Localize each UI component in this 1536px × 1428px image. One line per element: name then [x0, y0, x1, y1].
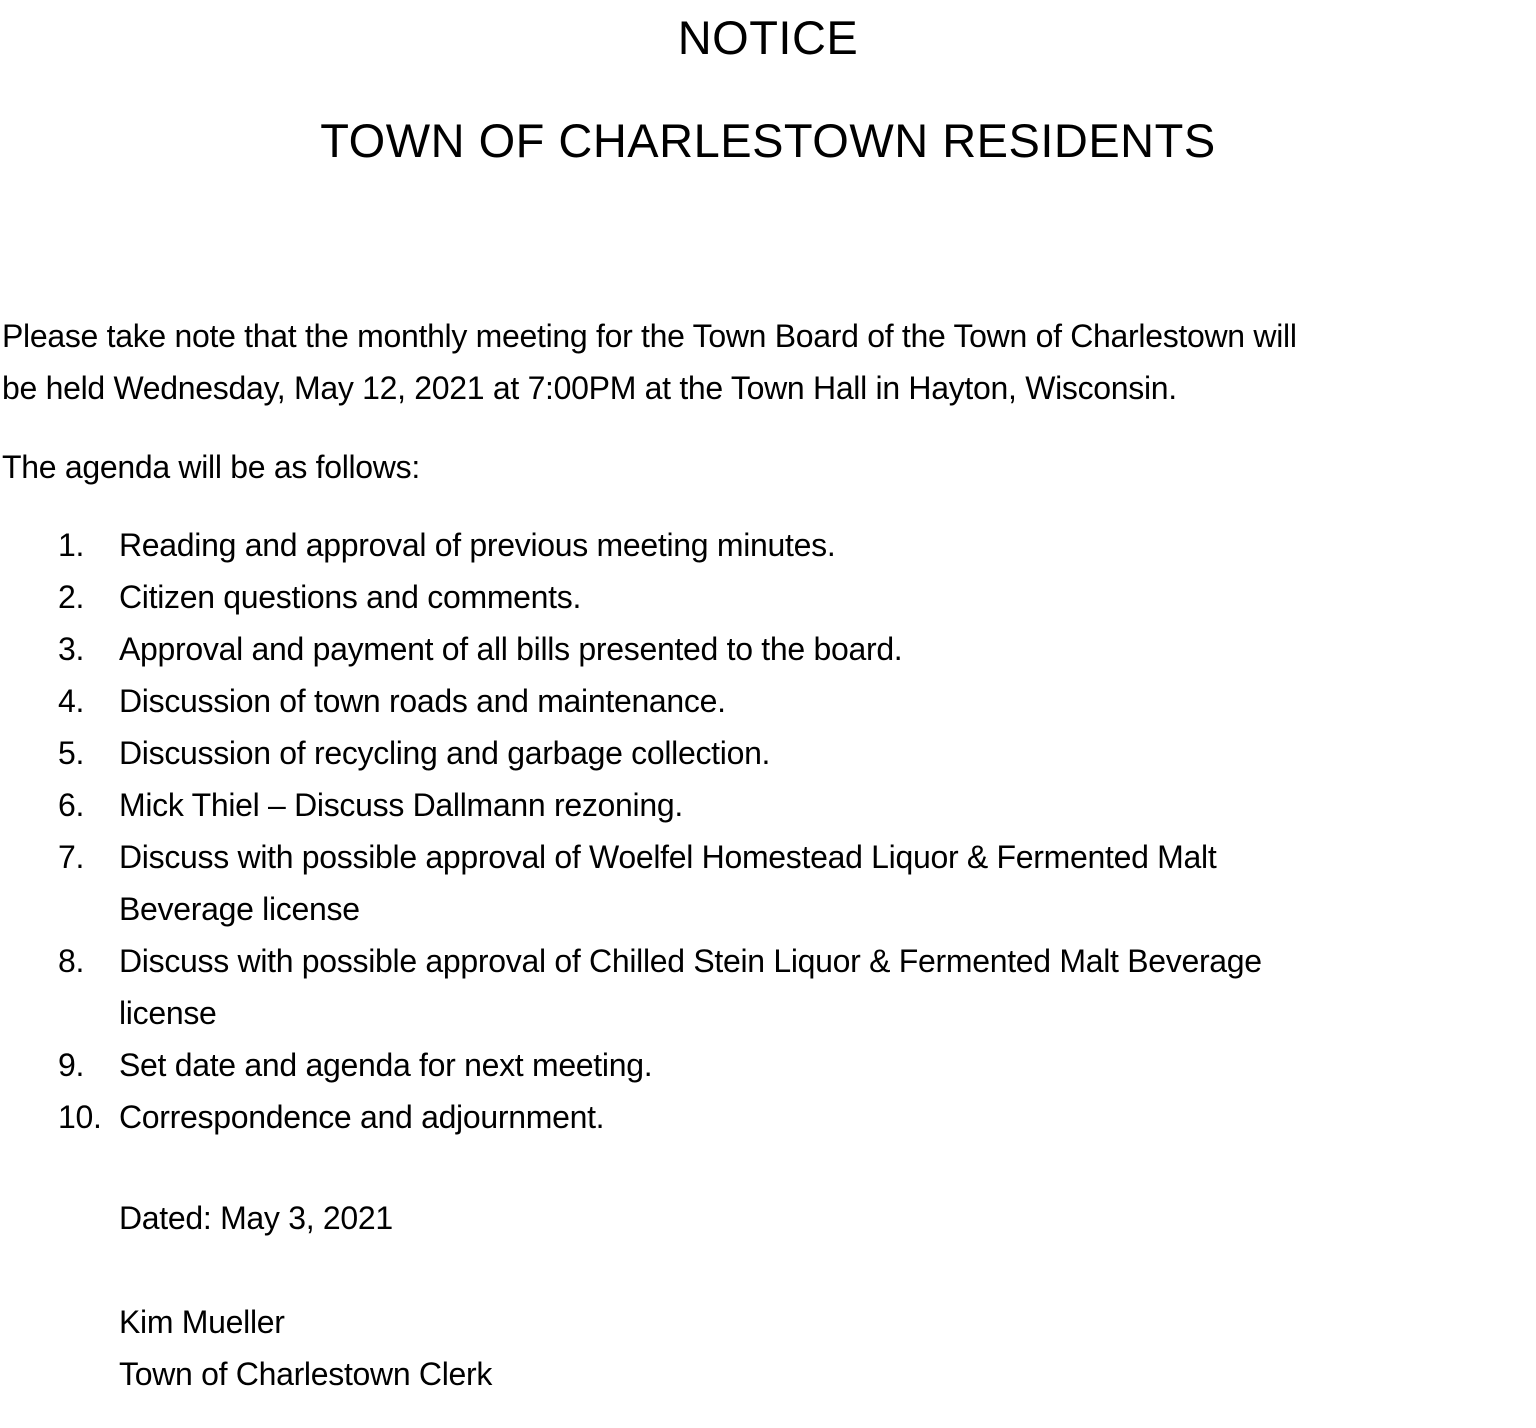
agenda-text: Discuss with possible approval of Chilled Stein Liquor & Fermented Malt Beverage [119, 943, 1262, 979]
agenda-text: Set date and agenda for next meeting. [119, 1047, 653, 1083]
agenda-number: 3. [58, 631, 85, 667]
intro-line-2: be held Wednesday, May 12, 2021 at 7:00PM at the Town Hall in Hayton, Wisconsin. [2, 370, 1177, 406]
notice-title: NOTICE [677, 11, 859, 64]
agenda-item-3 [0, 623, 1530, 675]
agenda-number: 10. [58, 1099, 102, 1135]
agenda-text: Approval and payment of all bills presented to the board. [119, 631, 903, 667]
agenda-item-1 [0, 519, 1530, 571]
agenda-text: Correspondence and adjournment. [119, 1099, 605, 1135]
agenda-list [0, 519, 1530, 1143]
agenda-number: 8. [58, 943, 85, 979]
signature-block [119, 1296, 492, 1400]
agenda-number: 4. [58, 683, 85, 719]
intro-paragraph [2, 310, 1532, 414]
agenda-number: 5. [58, 735, 85, 771]
notice-subtitle: TOWN OF CHARLESTOWN RESIDENTS [320, 114, 1216, 167]
signer-name: Kim Mueller [119, 1304, 285, 1340]
agenda-number: 9. [58, 1047, 85, 1083]
agenda-item-5 [0, 727, 1530, 779]
agenda-text-continued: license [119, 995, 217, 1031]
agenda-item-9 [0, 1039, 1530, 1091]
agenda-number: 7. [58, 839, 85, 875]
agenda-text: Reading and approval of previous meeting minutes. [119, 527, 836, 563]
agenda-text-continued: Beverage license [119, 891, 360, 927]
agenda-item-2 [0, 571, 1530, 623]
dated-line: Dated: May 3, 2021 [119, 1200, 393, 1236]
agenda-intro: The agenda will be as follows: [2, 449, 420, 485]
agenda-item-7 [0, 831, 1530, 935]
agenda-text: Citizen questions and comments. [119, 579, 582, 615]
agenda-text: Discuss with possible approval of Woelfel Homestead Liquor & Fermented Malt [119, 839, 1217, 875]
agenda-number: 6. [58, 787, 85, 823]
agenda-item-4 [0, 675, 1530, 727]
agenda-text: Mick Thiel – Discuss Dallmann rezoning. [119, 787, 683, 823]
signer-title: Town of Charlestown Clerk [119, 1356, 493, 1392]
agenda-text: Discussion of recycling and garbage collection. [119, 735, 771, 771]
agenda-number: 2. [58, 579, 85, 615]
agenda-number: 1. [58, 527, 85, 563]
agenda-item-6 [0, 779, 1530, 831]
agenda-item-8 [0, 935, 1530, 1039]
agenda-text: Discussion of town roads and maintenance. [119, 683, 726, 719]
intro-line-1: Please take note that the monthly meeting for the Town Board of the Town of Charlestown will [2, 318, 1297, 354]
agenda-item-10 [0, 1091, 1530, 1143]
